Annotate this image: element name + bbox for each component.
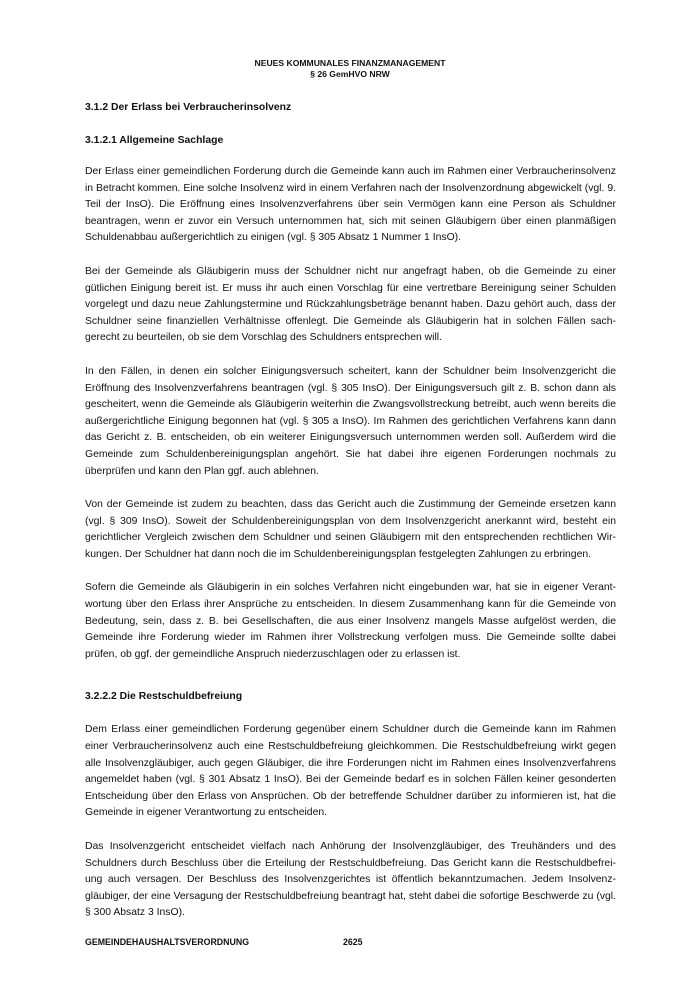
document-body (85, 100, 616, 939)
paragraph: Bei der Gemeinde als Gläubigerin muss der Schuldner nicht nur angefragt haben, ob die Gemeinde zu einer gütlichen Einigung bereit ist. Er muss ihr auch einen Vorschlag für eine vertretbare Bereinigung seiner Schulden vorgelegt und dazu neue Zahlungstermine und Rückzahlungsbeträge benannt haben. Dazu gehört auch, dass der Schuldner seine finanziellen Verhältnisse offenlegt. Die Gemeinde als Gläubigerin hat in solchen Fällen sachgerecht zu beurteilen, ob sie dem Vorschlag des Schuldners entsprechen will. (85, 265, 616, 344)
paragraph: Von der Gemeinde ist zudem zu beachten, dass das Gericht auch die Zustimmung der Gemeinde ersetzen kann (vgl. § 309 InsO). Soweit der Schuldenbereinigungsplan von dem Insolvenzgericht anerkannt wird, besteht ein gerichtlicher Vergleich zwischen dem Schuldner und seinen Gläubigern mit den entsprechenden rechtlichen Wirkungen. Der Schuldner hat dann noch die im Schuldenbereinigungsplan festgelegten Zahlungen zu erbringen. (85, 499, 616, 560)
page-number: 2625 (343, 937, 363, 947)
footer-title: GEMEINDEHAUSHALTSVERORDNUNG (85, 937, 250, 947)
subsection-heading: 3.1.2.1 Allgemeine Sachlage (85, 135, 224, 146)
section2-heading: 3.2.2.2 Die Restschuldbefreiung (85, 691, 243, 703)
paragraph: Dem Erlass einer gemeindlichen Forderung gegenüber einem Schuldner durch die Gemeinde kann im Rahmen einer Verbraucherinsolvenz auch eine Restschuldbefreiung gleichkommen. Die Restschuldbefreiung wirkt gegen alle Insolvenzgläubiger, auch gegen Gläubiger, die ihre Forderungen nicht im Rahmen eines Insolvenzverfahrens angemeldet haben (vgl. § 301 Absatz 1 InsO). Bei der Gemeinde bedarf es in solchen Fällen keiner gesonderten Entscheidung über den Erlass von Ansprüchen. Ob der betreffende Schuldner darüber zu informieren ist, hat die Gemeinde in eigener Verantwortung zu entscheiden. (85, 724, 616, 819)
header-title: NEUES KOMMUNALES FINANZMANAGEMENT (254, 58, 446, 68)
paragraph: Sofern die Gemeinde als Gläubigerin in ein solches Verfahren nicht eingebunden war, hat sie in eigener Verantwortung über den Erlass ihrer Ansprüche zu entscheiden. In diesem Zusammenhang kann für die Gemeinde von Bedeutung, sein, dass z. B. bei Gesellschaften, die aus einer Insolvenz mangels Masse aufgelöst werden, die Gemeinde ihre Forderung wieder im Rahmen ihrer Vollstreckung verfolgen muss. Die Gemeinde sollte dabei prüfen, ob ggf. der gemeindliche Anspruch niederzuschlagen oder zu erlassen ist. (85, 582, 616, 660)
paragraph: Der Erlass einer gemeindlichen Forderung durch die Gemeinde kann auch im Rahmen einer Verbraucherinsolvenz in Betracht kommen. Eine solche Insolvenz wird in einem Verfahren nach der Insolvenzordnung abgewickelt (vgl. 9. Teil der InsO). Die Eröffnung eines Insolvenzverfahrens über sein Vermögen kann eine Person als Schuldner beantragen, wenn er zuvor ein Versuch unternommen hat, sich mit seinen Gläubigern über einen planmäßigen Schuldenabbau außergerichtlich zu einigen (vgl. § 305 Absatz 1 Nummer 1 InsO). (85, 166, 616, 244)
header-subtitle: § 26 GemHVO NRW (310, 69, 390, 79)
paragraph: Das Insolvenzgericht entscheidet vielfach nach Anhörung der Insolvenzgläubiger, des Treuhänders und des Schuldners durch Beschluss über die Erteilung der Restschuldbefreiung. Das Gericht kann die Restschuldbefreiung auch versagen. Der Beschluss des Insolvenzgerichtes ist öffentlich bekanntzumachen. Jedem Insolvenzgläubiger, der eine Versagung der Restschuldbefreiung beantragt hat, steht dabei die sofortige Beschwerde zu (vgl. § 300 Absatz 3 InsO). (85, 841, 616, 919)
section-heading: 3.1.2 Der Erlass bei Verbraucherinsolvenz (85, 102, 292, 113)
page-header (0, 58, 700, 80)
paragraph: In den Fällen, in denen ein solcher Einigungsversuch scheitert, kann der Schuldner beim Insolvenzgericht die Eröffnung des Insolvenzverfahrens beantragen (vgl. § 305 InsO). Der Einigungsversuch gilt z. B. schon dann als gescheitert, wenn die Gemeinde als Gläubigerin weiterhin die Zwangsvollstreckung betreibt, auch wenn bereits die außergerichtliche Einigung begonnen hat (vgl. § 305 a InsO). Im Rahmen des gerichtlichen Verfahrens kann dann das Gericht z. B. entscheiden, ob ein weiterer Einigungsversuch unternommen werden soll. Außerdem wird die Gemeinde zum Schuldenbereinigungsplan angehört. Sie hat dabei ihre eigenen Forderungen nochmals zu überprüfen und kann den Plan ggf. auch ablehnen. (85, 365, 616, 477)
